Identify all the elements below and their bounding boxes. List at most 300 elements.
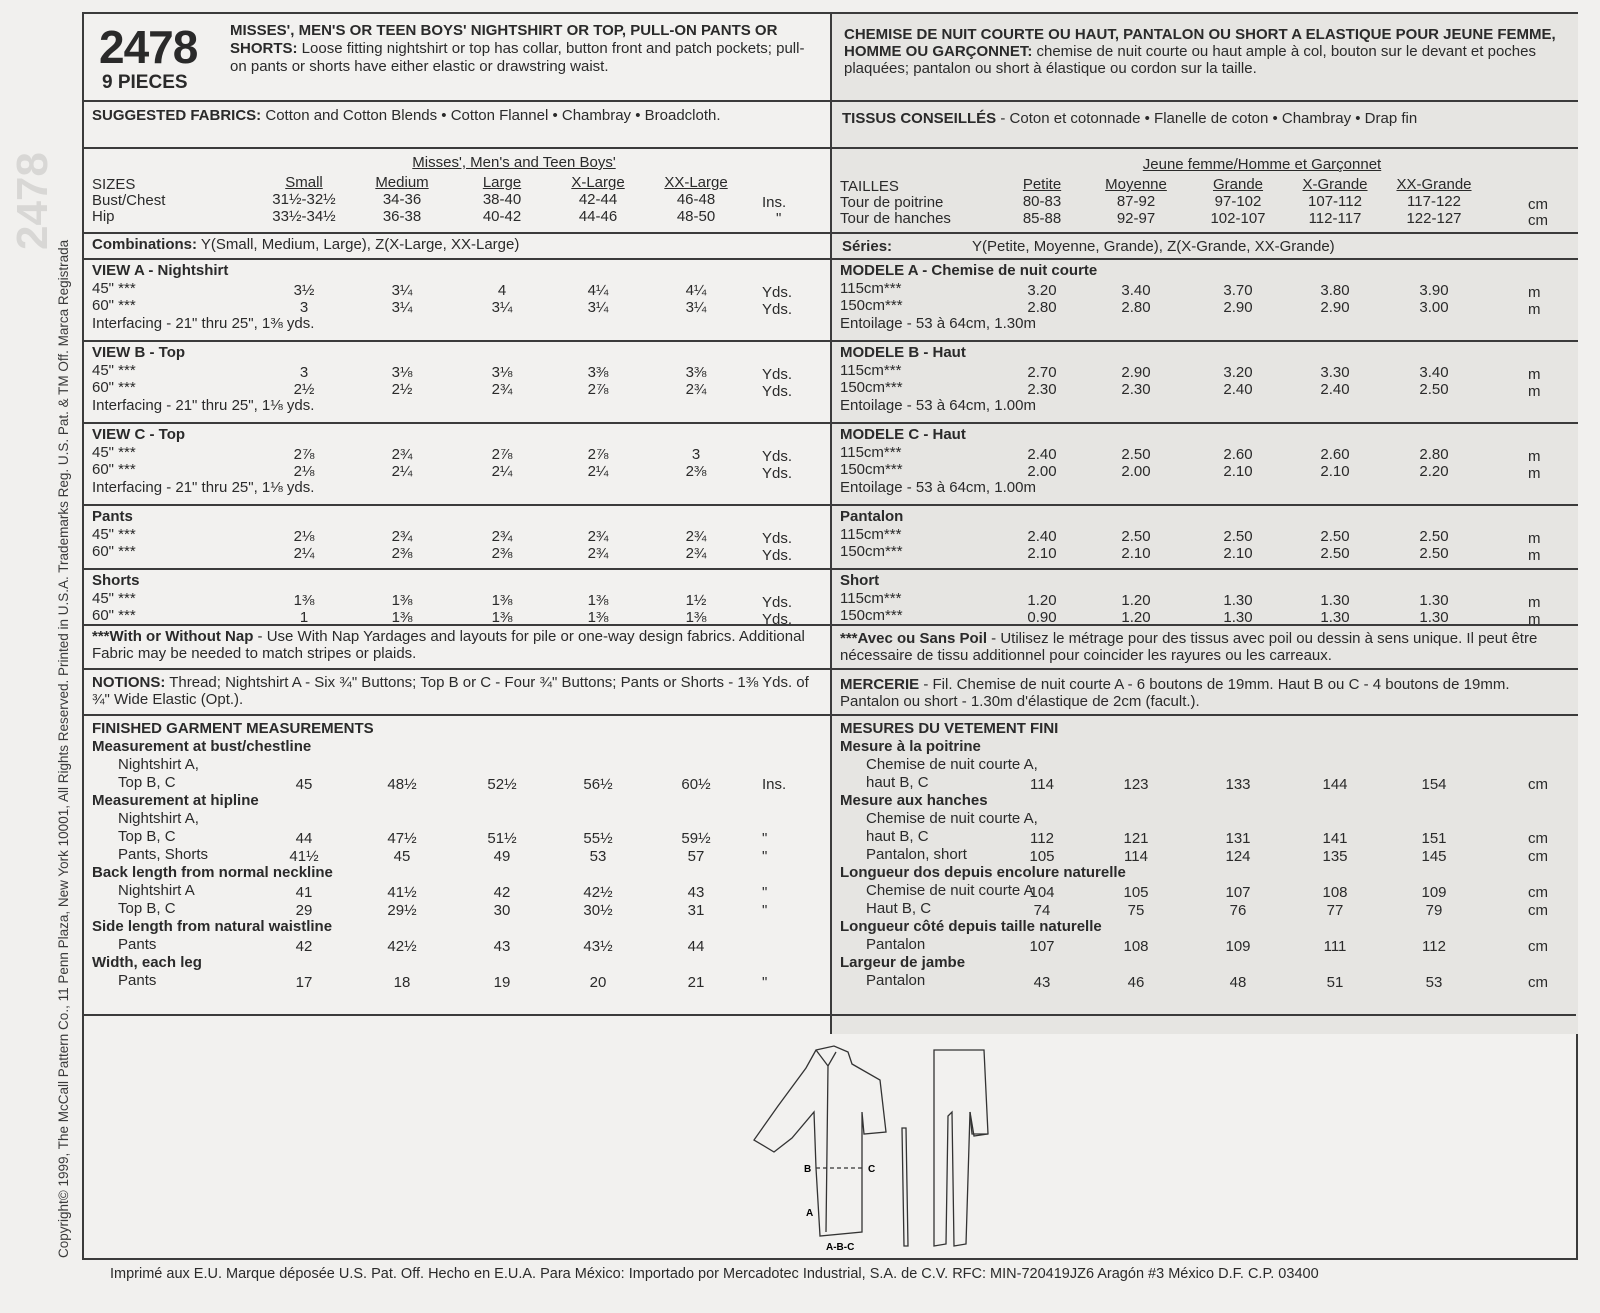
yardage-unit: m: [1528, 611, 1541, 628]
combinations-en: [92, 236, 519, 253]
finished-value: 29: [295, 902, 313, 919]
finished-heading: Measurement at hipline: [92, 792, 259, 809]
yardage-unit: Yds.: [762, 383, 793, 400]
finished-value: 151: [1421, 830, 1447, 847]
finished-heading: Mesure aux hanches: [840, 792, 988, 809]
divider: [832, 504, 1578, 506]
notions-en-text: Thread; Nightshirt A - Six ¾" Buttons; Top B or C - Four ¾" Buttons; Pants or Shorts - 1⅜ Yds. of ¾" Wide Elastic (Opt.).: [92, 674, 809, 708]
finished-value: 109: [1225, 938, 1251, 955]
yardage-value: 2.60: [1320, 446, 1350, 463]
finished-value: 107: [1029, 938, 1055, 955]
yardage-value: 3⅜: [685, 364, 707, 381]
fabrics-text-fr: - Coton et cotonnade • Flanelle de coton • Chambray • Drap fin: [996, 110, 1418, 127]
yardage-unit: m: [1528, 366, 1541, 383]
yardage-unit: Yds.: [762, 465, 793, 482]
finished-value: 45: [295, 776, 313, 793]
yardage-value: 1.30: [1419, 609, 1449, 626]
ghost-watermark: 2478: [8, 152, 57, 250]
finished-value: 30: [493, 902, 511, 919]
finished-value: 41½: [289, 848, 319, 865]
yardage-value: 2.60: [1223, 446, 1253, 463]
belt-drawing: [902, 1128, 908, 1246]
size-bust-value: 87-92: [1116, 193, 1156, 210]
divider: [832, 258, 1578, 260]
finished-value: 109: [1421, 884, 1447, 901]
yardage-value: 1⅜: [391, 592, 413, 609]
size-hip-value: 122-127: [1406, 210, 1462, 227]
yardage-value: 2¾: [587, 528, 609, 545]
yardage-unit: m: [1528, 465, 1541, 482]
yardage-value: 2.90: [1223, 299, 1253, 316]
yardage-unit: Yds.: [762, 611, 793, 628]
finished-unit: ": [762, 848, 768, 865]
notions-fr-label: MERCERIE: [840, 676, 920, 693]
finished-value: 144: [1322, 776, 1348, 793]
yardage-unit: m: [1528, 530, 1541, 547]
size-header: Small: [285, 174, 323, 191]
label-abc: A-B-C: [826, 1242, 855, 1253]
finished-row-label: Top B, C: [118, 828, 176, 845]
finished-value: 104: [1029, 884, 1055, 901]
size-bust-value: 38-40: [482, 191, 522, 208]
footer-text: Imprimé aux E.U. Marque déposée U.S. Pat. Off. Hecho en E.U.A. Para México: Importado por Mercadotec Industrial, S.A. de C.V. RFC: MIN-720419JZ6 Aragón #3 México D.F. C.P. 03400: [110, 1266, 1319, 1282]
fabric-width: 115cm***: [840, 590, 902, 607]
divider: [84, 258, 830, 260]
yardage-value: 2.00: [1121, 463, 1151, 480]
fabric-width: 115cm***: [840, 362, 902, 379]
yardage-value: 2¼: [587, 463, 609, 480]
fabric-width: 60" ***: [92, 461, 136, 478]
finished-row-label: Pants: [118, 972, 157, 989]
finished-row-label: haut B, C: [866, 774, 929, 791]
finished-unit: Ins.: [762, 776, 787, 793]
yardage-unit: Yds.: [762, 366, 793, 383]
size-header: Medium: [375, 174, 429, 191]
size-unit: Ins.: [762, 194, 787, 211]
yardage-value: 3¼: [391, 299, 413, 316]
view-title: VIEW B - Top: [92, 344, 186, 361]
interfacing-note: Entoilage - 53 à 64cm, 1.00m: [840, 479, 1036, 496]
nightshirt-drawing: [754, 1046, 886, 1236]
yardage-value: 2.70: [1027, 364, 1057, 381]
fabric-width: 45" ***: [92, 362, 136, 379]
finished-value: 43: [1033, 974, 1051, 991]
yardage-value: 3.90: [1419, 282, 1449, 299]
yardage-unit: Yds.: [762, 284, 793, 301]
finished-row-label: Pantalon, short: [866, 846, 967, 863]
notions-fr: [840, 676, 1566, 710]
finished-value: 59½: [681, 830, 711, 847]
size-header: XX-Large: [664, 174, 728, 191]
yardage-value: 1.30: [1419, 592, 1449, 609]
yardage-unit: Yds.: [762, 530, 793, 547]
size-unit-ditto: ": [776, 210, 782, 227]
fabric-width: 150cm***: [840, 543, 903, 560]
yardage-unit: m: [1528, 284, 1541, 301]
view-title: Pants: [92, 508, 133, 525]
yardage-unit: m: [1528, 383, 1541, 400]
series-text-fr: Y(Petite, Moyenne, Grande), Z(X-Grande, XX-Grande): [972, 238, 1335, 255]
yardage-value: 2.90: [1121, 364, 1151, 381]
pattern-envelope-back: [82, 12, 1578, 1260]
yardage-value: 3.40: [1419, 364, 1449, 381]
size-bust-value: 80-83: [1022, 193, 1062, 210]
yardage-value: 2.40: [1027, 446, 1057, 463]
yardage-value: 2.10: [1027, 545, 1057, 562]
finished-unit: cm: [1528, 974, 1548, 991]
divider: [84, 714, 830, 716]
size-header: Large: [482, 174, 522, 191]
yardage-value: 1⅜: [491, 609, 513, 626]
finished-unit: ": [762, 884, 768, 901]
divider: [832, 624, 1578, 626]
yardage-value: 3¼: [685, 299, 707, 316]
fabric-width: 45" ***: [92, 444, 136, 461]
yardage-value: 3⅛: [491, 364, 513, 381]
finished-value: 123: [1123, 776, 1149, 793]
finished-value: 121: [1123, 830, 1149, 847]
view-title: VIEW C - Top: [92, 426, 186, 443]
fabrics-label-en: SUGGESTED FABRICS:: [92, 107, 262, 124]
view-title: MODELE C - Haut: [840, 426, 966, 443]
yardage-value: 2.50: [1320, 545, 1350, 562]
finished-value: 21: [687, 974, 705, 991]
finished-value: 44: [295, 830, 313, 847]
combinations-label-en: Combinations:: [92, 236, 197, 253]
divider: [84, 232, 830, 234]
pattern-number: 2478: [99, 21, 198, 73]
finished-sub-label: Nightshirt A,: [118, 756, 199, 773]
yardage-value: 2⅜: [491, 545, 513, 562]
finished-value: 45: [393, 848, 411, 865]
yardage-value: 2½: [391, 381, 413, 398]
fabric-width: 150cm***: [840, 379, 903, 396]
title-fr: CHEMISE DE NUIT COURTE OU HAUT, PANTALON OU SHORT A ELASTIQUE POUR JEUNE FEMME, HOMME OU GARÇONNET:: [844, 26, 1556, 60]
divider: [84, 624, 830, 626]
finished-unit: cm: [1528, 830, 1548, 847]
finished-heading: Mesure à la poitrine: [840, 738, 981, 755]
divider: [84, 422, 830, 424]
yardage-value: 1⅜: [293, 592, 315, 609]
finished-unit: ": [762, 902, 768, 919]
yardage-value: 1.30: [1223, 609, 1253, 626]
combinations-text-en: Y(Small, Medium, Large), Z(X-Large, XX-Large): [197, 236, 520, 253]
size-header: XX-Grande: [1396, 176, 1472, 193]
yardage-value: 1: [299, 609, 309, 626]
size-bust-value: 42-44: [578, 191, 618, 208]
yardage-value: 2.00: [1027, 463, 1057, 480]
french-column: [830, 14, 1578, 1034]
pattern-pieces: 9 PIECES: [102, 72, 188, 93]
yardage-value: 2.50: [1320, 528, 1350, 545]
finished-value: 18: [393, 974, 411, 991]
notions-en-label: NOTIONS:: [92, 674, 166, 691]
fabric-width: 60" ***: [92, 607, 136, 624]
fabric-width: 60" ***: [92, 379, 136, 396]
yardage-value: 3.40: [1121, 282, 1151, 299]
yardage-value: 2¾: [685, 528, 707, 545]
divider: [84, 668, 830, 670]
yardage-value: 1⅜: [391, 609, 413, 626]
yardage-value: 1⅜: [685, 609, 707, 626]
finished-heading: Longueur côté depuis taille naturelle: [840, 918, 1102, 935]
finished-value: 51: [1326, 974, 1344, 991]
size-hip-value: 85-88: [1022, 210, 1062, 227]
finished-value: 42½: [583, 884, 613, 901]
finished-value: 154: [1421, 776, 1447, 793]
finished-value: 74: [1033, 902, 1051, 919]
finished-heading: Measurement at bust/chestline: [92, 738, 312, 755]
notions-fr-text: - Fil. Chemise de nuit courte A - 6 boutons de 19mm. Haut B ou C - 4 boutons de 19mm. Pantalon ou short - 1.30m d'élastique de 2cm (facult.).: [840, 676, 1510, 710]
finished-value: 114: [1030, 776, 1054, 793]
yardage-unit: m: [1528, 301, 1541, 318]
size-group-title: Jeune femme/Homme et Garçonnet: [1142, 156, 1382, 173]
size-bust-value: 46-48: [676, 191, 716, 208]
yardage-value: 2.10: [1121, 545, 1151, 562]
yardage-value: 2¾: [491, 528, 513, 545]
finished-row-label: Pantalon: [866, 936, 926, 953]
yardage-value: 2¼: [293, 545, 315, 562]
finished-sub-label: Chemise de nuit courte A,: [866, 756, 1038, 773]
yardage-value: 2.50: [1419, 381, 1449, 398]
fabric-width: 60" ***: [92, 543, 136, 560]
yardage-unit: m: [1528, 594, 1541, 611]
divider: [84, 1014, 1576, 1016]
divider: [832, 340, 1578, 342]
divider: [832, 568, 1578, 570]
finished-unit: cm: [1528, 884, 1548, 901]
finished-value: 43: [493, 938, 511, 955]
finished-value: 51½: [487, 830, 517, 847]
yardage-value: 2.80: [1027, 299, 1057, 316]
yardage-value: 1½: [685, 592, 707, 609]
size-header: X-Large: [571, 174, 625, 191]
yardage-value: 2¾: [685, 545, 707, 562]
size-hip-value: 36-38: [382, 208, 422, 225]
fabric-width: 115cm***: [840, 526, 902, 543]
finished-row-label: haut B, C: [866, 828, 929, 845]
finished-sub-label: Nightshirt A,: [118, 810, 199, 827]
divider: [832, 668, 1578, 670]
sizes-label: SIZES: [92, 176, 136, 193]
yardage-value: 2.10: [1320, 463, 1350, 480]
finished-value: 112: [1422, 938, 1446, 955]
yardage-unit: m: [1528, 448, 1541, 465]
finished-value: 41½: [387, 884, 417, 901]
desc-fr: chemise de nuit courte ou haut ample à col, bouton sur le devant et poches plaquées; pantalon ou short à élastique ou cordon sur la taille.: [844, 43, 1536, 77]
yardage-value: 4: [497, 282, 507, 299]
finished-value: 108: [1123, 938, 1149, 955]
size-header: Grande: [1212, 176, 1264, 193]
yardage-value: 2.10: [1223, 463, 1253, 480]
fabric-width: 115cm***: [840, 444, 902, 461]
fabric-width: 115cm***: [840, 280, 902, 297]
finished-value: 53: [1425, 974, 1443, 991]
yardage-value: 2⅞: [587, 381, 609, 398]
yardage-unit: Yds.: [762, 301, 793, 318]
side-copyright-text: Copyright© 1999, The McCall Pattern Co., 11 Penn Plaza, New York 10001, All Rights Reserved. Printed in U.S.A. Trademarks Reg. U.S. Pat. & TM Off. Marca Registrada: [56, 239, 71, 1258]
label-c: C: [868, 1164, 876, 1175]
finished-value: 31: [687, 902, 705, 919]
yardage-value: 2¾: [491, 381, 513, 398]
yardage-value: 2.40: [1027, 528, 1057, 545]
finished-value: 44: [687, 938, 705, 955]
finished-value: 108: [1322, 884, 1348, 901]
view-title: Shorts: [92, 572, 140, 589]
size-row-label: Tour de hanches: [840, 210, 951, 227]
yardage-value: 1.20: [1027, 592, 1057, 609]
yardage-value: 2.50: [1223, 528, 1253, 545]
finished-value: 42½: [387, 938, 417, 955]
divider: [832, 232, 1578, 234]
finished-value: 20: [589, 974, 607, 991]
finished-value: 105: [1029, 848, 1055, 865]
finished-value: 131: [1225, 830, 1251, 847]
english-column: [84, 14, 830, 1034]
yardage-value: 2.40: [1223, 381, 1253, 398]
yardage-value: 4¼: [587, 282, 609, 299]
finished-unit: ": [762, 974, 768, 991]
finished-sub-label: Chemise de nuit courte A,: [866, 810, 1038, 827]
size-row-label: Bust/Chest: [92, 192, 166, 209]
finished-row-label: Pants: [118, 936, 157, 953]
yardage-value: 3⅛: [391, 364, 413, 381]
size-bust-value: 31½-32½: [272, 191, 336, 208]
fabric-width: 45" ***: [92, 590, 136, 607]
size-row-label: Tour de poitrine: [840, 194, 944, 211]
size-hip-value: 48-50: [676, 208, 716, 225]
finished-value: 19: [493, 974, 511, 991]
yardage-value: 2⅜: [685, 463, 707, 480]
finished-value: 48: [1229, 974, 1247, 991]
finished-row-label: Pantalon: [866, 972, 926, 989]
finished-value: 133: [1225, 776, 1251, 793]
yardage-value: 2¼: [391, 463, 413, 480]
nap-note-en-text: - Use With Nap Yardages and layouts for pile or one-way design fabrics. Additional Fabric may be needed to match stripes or plaids.: [92, 628, 805, 662]
finished-value: 42: [493, 884, 511, 901]
divider: [832, 147, 1578, 149]
sizes-label: TAILLES: [840, 178, 899, 195]
yardage-value: 3: [299, 364, 309, 381]
yardage-value: 3.20: [1223, 364, 1253, 381]
yardage-value: 2.50: [1121, 446, 1151, 463]
finished-value: 41: [295, 884, 313, 901]
yardage-value: 2.30: [1027, 381, 1057, 398]
finished-value: 77: [1326, 902, 1344, 919]
fabric-width: 60" ***: [92, 297, 136, 314]
nap-note-en: [92, 628, 812, 662]
divider: [84, 147, 830, 149]
fabric-width: 45" ***: [92, 280, 136, 297]
yardage-value: 1⅜: [587, 609, 609, 626]
interfacing-note: Interfacing - 21" thru 25", 1⅛ yds.: [92, 479, 315, 496]
desc-en: Loose fitting nightshirt or top has collar, button front and patch pockets; pull-on pants or shorts have either elastic or drawstring waist.: [230, 40, 805, 75]
yardage-value: 2⅛: [293, 528, 315, 545]
finished-heading: Side length from natural waistline: [92, 918, 333, 935]
finished-unit: cm: [1528, 902, 1548, 919]
view-title: MODELE B - Haut: [840, 344, 966, 361]
finished-value: 46: [1127, 974, 1145, 991]
finished-value: 43½: [583, 938, 613, 955]
fabrics-fr: [842, 110, 1568, 127]
yardage-unit: Yds.: [762, 594, 793, 611]
yardage-value: 2.90: [1320, 299, 1350, 316]
size-unit: cm: [1528, 196, 1548, 213]
size-bust-value: 117-122: [1407, 193, 1461, 210]
size-hip-value: 112-117: [1308, 210, 1362, 227]
yardage-value: 4¼: [685, 282, 707, 299]
finished-value: 49: [493, 848, 511, 865]
fabric-width: 150cm***: [840, 297, 903, 314]
view-title: MODELE A - Chemise de nuit courte: [840, 262, 1098, 279]
interfacing-note: Entoilage - 53 à 64cm, 1.30m: [840, 315, 1036, 332]
yardage-value: 3.80: [1320, 282, 1350, 299]
size-hip-value: 33½-34½: [272, 208, 336, 225]
yardage-value: 2¾: [685, 381, 707, 398]
finished-value: 105: [1123, 884, 1149, 901]
finished-value: 52½: [487, 776, 517, 793]
divider: [832, 714, 1578, 716]
yardage-value: 2.50: [1121, 528, 1151, 545]
finished-value: 55½: [583, 830, 613, 847]
yardage-value: 2¼: [491, 463, 513, 480]
yardage-value: 2⅛: [293, 463, 315, 480]
finished-unit: cm: [1528, 848, 1548, 865]
size-hip-value: 40-42: [482, 208, 522, 225]
yardage-value: 3¼: [491, 299, 513, 316]
pants-drawing: [934, 1050, 988, 1246]
yardage-value: 3.00: [1419, 299, 1449, 316]
finished-unit: cm: [1528, 776, 1548, 793]
finished-value: 48½: [387, 776, 417, 793]
view-title: Short: [840, 572, 880, 589]
finished-value: 17: [295, 974, 313, 991]
yardage-value: 3½: [293, 282, 315, 299]
yardage-value: 3.30: [1320, 364, 1350, 381]
fabrics-label-fr: TISSUS CONSEILLÉS: [842, 110, 997, 127]
size-unit: cm: [1528, 212, 1548, 229]
finished-value: 107: [1225, 884, 1251, 901]
finished-unit: cm: [1528, 938, 1548, 955]
divider: [832, 422, 1578, 424]
nap-note-fr-label: ***Avec ou Sans Poil: [840, 630, 987, 647]
finished-heading: Longueur dos depuis encolure naturelle: [840, 864, 1126, 881]
divider: [84, 340, 830, 342]
yardage-value: 1.30: [1320, 592, 1350, 609]
series-label-fr: Séries:: [842, 238, 893, 255]
finished-heading: Width, each leg: [92, 954, 202, 971]
yardage-value: 3: [691, 446, 701, 463]
yardage-value: 2⅞: [587, 446, 609, 463]
yardage-value: 3.20: [1027, 282, 1057, 299]
yardage-value: 1⅜: [491, 592, 513, 609]
yardage-value: 2.20: [1419, 463, 1449, 480]
nap-note-en-label: ***With or Without Nap: [92, 628, 254, 645]
finished-value: 114: [1124, 848, 1148, 865]
finished-row-label: Pants, Shorts: [118, 846, 209, 863]
yardage-unit: m: [1528, 547, 1541, 564]
yardage-value: 3.70: [1223, 282, 1253, 299]
size-row-label: Hip: [92, 208, 115, 225]
yardage-value: 2.80: [1121, 299, 1151, 316]
size-hip-value: 44-46: [578, 208, 618, 225]
interfacing-note: Interfacing - 21" thru 25", 1⅜ yds.: [92, 315, 315, 332]
size-bust-value: 107-112: [1308, 193, 1362, 210]
finished-value: 53: [589, 848, 607, 865]
interfacing-note: Entoilage - 53 à 64cm, 1.00m: [840, 397, 1036, 414]
yardage-value: 1.20: [1121, 592, 1151, 609]
description-fr: [844, 26, 1568, 77]
